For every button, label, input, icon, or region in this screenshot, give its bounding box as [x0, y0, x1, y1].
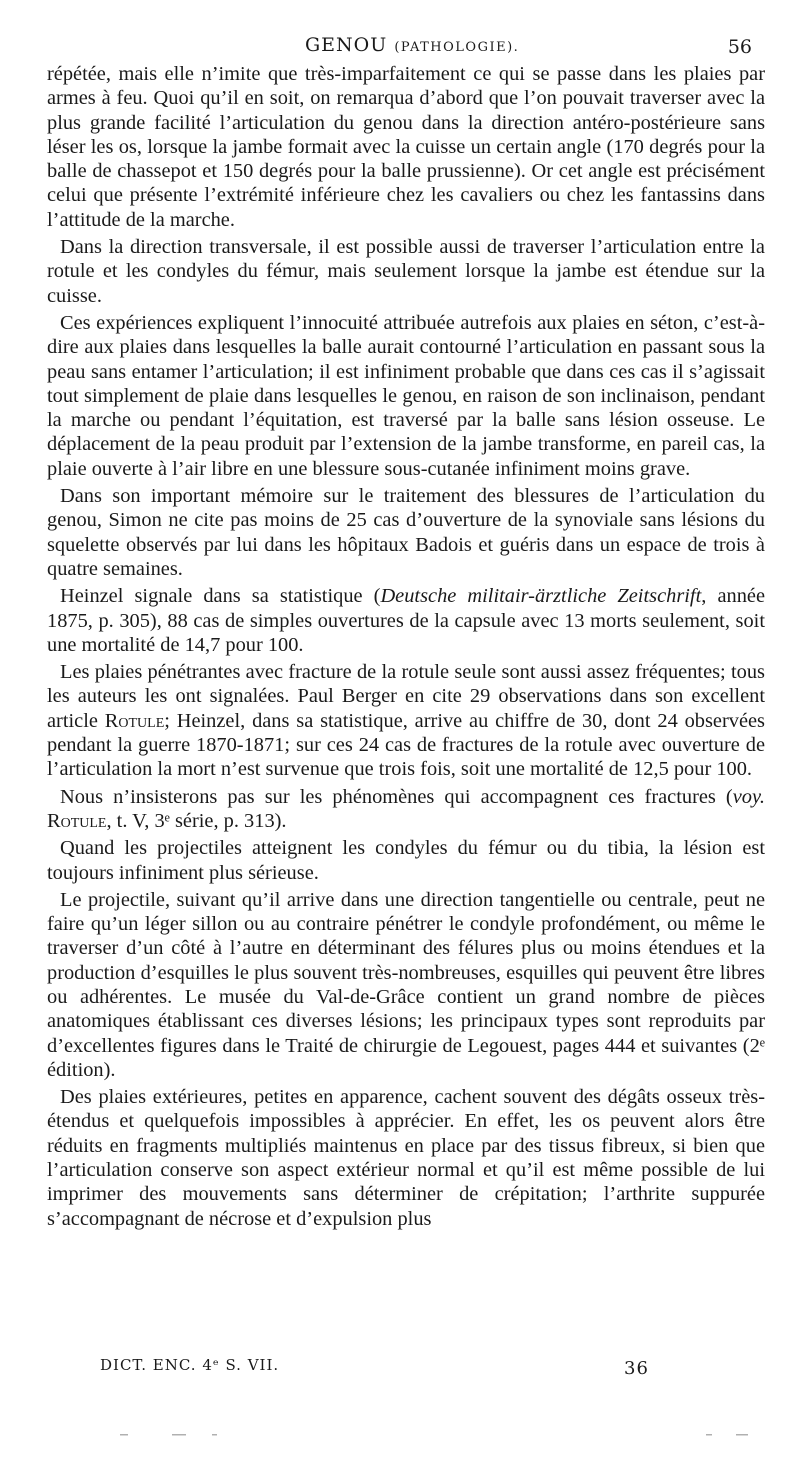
- cross-reference: Rotule: [47, 809, 107, 832]
- paragraph-8: Quand les projectiles atteignent les condyles du fémur ou du tibia, la lésion est toujours infiniment plus sérieuse.: [47, 837, 765, 884]
- speck: [212, 1434, 217, 1436]
- page-number: 56: [727, 36, 752, 58]
- voy-abbreviation: voy.: [732, 785, 765, 808]
- paragraph-1: répétée, mais elle n’imite que très-imparfaitement ce qui se passe dans les plaies par armes à feu. Quoi qu’il en soit, on remarqua d’abord que l’on pouvait traverser avec la plus grande facilité l’articulation du genou dans la direction antéro-postérieure sans léser les os, lorsque la jambe formait avec la cuisse un certain angle (170 degrés pour la balle de chassepot et 150 degrés pour la balle prussienne). Or cet angle est précisément celui que présente l’extrémité inférieure chez les cavaliers ou chez les fantassins dans l’attitude de la marche.: [47, 63, 765, 231]
- paragraph-5-text-b: , année 1875, p. 305), 88 cas de simples ouvertures de la capsule avec 13 morts seulement, soit une mortalité de 14,7 pour 100.: [47, 585, 765, 656]
- speck: [120, 1434, 128, 1436]
- paragraph-10: Des plaies extérieures, petites en apparence, cachent souvent des dégâts osseux très-étendus et quelquefois impossibles à apprécier. En effet, les os peuvent alors être réduits en fragments multipliés maintenus en place par des tissus fibreux, si bien que l’articulation conserve son aspect extérieur normal et qu’il est même possible de lui imprimer des mouvements sans déterminer de crépitation; l’arthrite suppurée s’accompagnant de nécrose et d’expulsion plus: [47, 1086, 765, 1230]
- scan-specks: [0, 1426, 800, 1446]
- running-title: [305, 34, 519, 56]
- paragraph-6-text-a: Les plaies pénétrantes avec fracture de la rotule seule sont aussi assez fréquentes; tous les auteurs les ont signalées. Paul Berger en cite 29 observations dans son excellent article: [47, 661, 765, 732]
- signature-number: 36: [624, 1358, 649, 1379]
- body-text: [47, 62, 765, 1234]
- paragraph-2: Dans la direction transversale, il est possible aussi de traverser l’articulation entre la rotule et les condyles du fémur, mais seulement lorsque la jambe est étendue sur la cuisse.: [47, 236, 765, 307]
- paragraph-9: Le projectile, suivant qu’il arrive dans une direction tangentielle ou centrale, peut ne faire qu’un léger sillon ou au contraire pénétrer le condyle profondément, ou même le traverser d’un côté à l’autre en déterminant des félures plus ou moins étendues et la production d’esquilles le plus souvent très-nombreuses, esquilles qui peuvent être libres ou adhérentes. Le musée du Val-de-Grâce contient un grand nombre de pièces anatomiques établissant ces diverses lésions; les principaux types sont reproduits par d’excellentes figures dans le Traité de chirurgie de Legouest, pages 444 et suivantes (2ᵉ édition).: [47, 888, 765, 1081]
- printer-signature-line: [100, 1354, 760, 1382]
- paragraph-6-text-b: ; Heinzel, dans sa statistique, arrive au chiffre de 30, dont 24 observées pendant la guerre 1870-1871; sur ces 24 cas de fractures de la rotule avec ouverture de l’articulation la mort n’est survenue que trois fois, soit une mortalité de 12,5 pour 100.: [47, 709, 765, 781]
- journal-title: Deutsche militair-ärztliche Zeitschrift: [380, 585, 702, 608]
- running-header: [40, 30, 760, 60]
- paragraph-7: [47, 785, 765, 834]
- paragraph-3: Ces expériences expliquent l’innocuité attribuée autrefois aux plaies en séton, c’est-à-dire aux plaies dans lesquelles la balle aurait contourné l’articulation en passant sous la peau sans entamer l’articulation; il est infiniment probable que dans ces cas il s’agissait tout simplement de plaie dans lesquelles le genou, en raison de son inclinaison, pendant la marche ou pendant l’équitation, est traversé par la balle sans lésion osseuse. Le déplacement de la peau produit par l’extension de la jambe transforme, en pareil cas, la plaie ouverte à l’air libre en une blessure sous-cutanée infiniment moins grave.: [47, 311, 765, 480]
- speck: [736, 1434, 748, 1436]
- speck: [172, 1434, 186, 1436]
- paragraph-4: Dans son important mémoire sur le traitement des blessures de l’articulation du genou, Simon ne cite pas moins de 25 cas d’ouverture de la synoviale sans lésions du squelette observés par lui dans les hôpitaux Badois et guéris dans un espace de trois à quatre semaines.: [47, 485, 765, 580]
- paragraph-6: [47, 660, 765, 781]
- printer-signature: DICT. ENC. 4ᵉ S. VII.: [100, 1356, 280, 1374]
- paragraph-7-text-a: Nous n’insisterons pas sur les phénomènes qui accompagnent ces fractures (: [60, 785, 733, 808]
- paragraph-7-text-b: , t. V, 3ᵉ série, p. 313).: [106, 809, 287, 832]
- running-title-main: GENOU: [305, 34, 388, 56]
- paragraph-5: [47, 584, 765, 657]
- running-title-sub: (PATHOLOGIE).: [394, 40, 520, 55]
- speck: [706, 1434, 712, 1436]
- paragraph-5-text-a: Heinzel signale dans sa statistique (: [60, 585, 381, 608]
- article-reference: Rotule: [104, 709, 165, 732]
